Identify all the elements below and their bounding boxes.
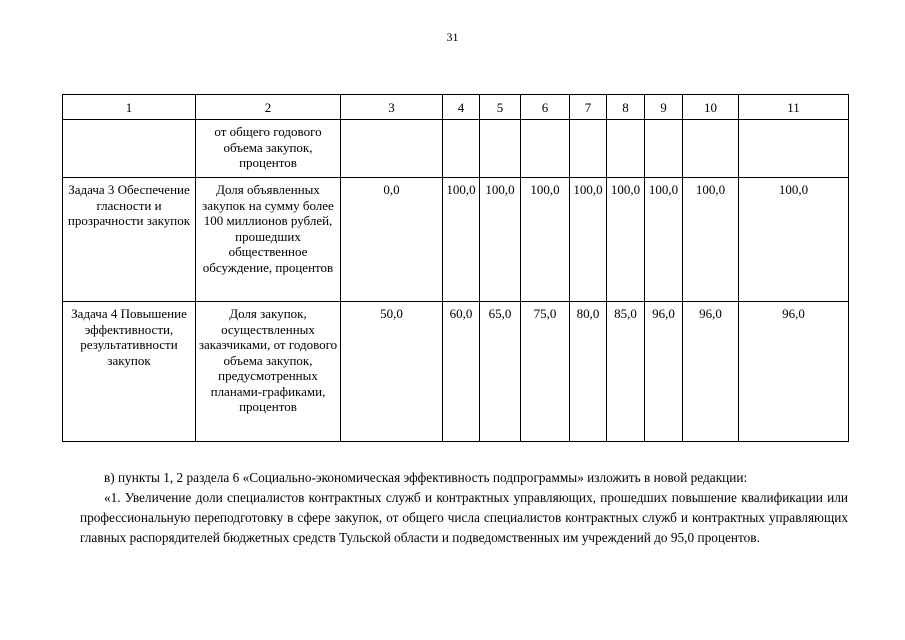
table-cell: Доля закупок, осуществленных заказчиками, от годового объема закупок, предусмотренных планами-графиками, процентов: [196, 302, 341, 442]
table-cell: Доля объявленных закупок на сумму более 100 миллионов рублей, прошедших общественное обсуждение, процентов: [196, 178, 341, 302]
table-cell: [645, 120, 683, 178]
table-cell: 96,0: [683, 302, 739, 442]
table-cell: [341, 120, 443, 178]
table-row: [63, 178, 849, 302]
table-cell: 0,0: [341, 178, 443, 302]
header-cell: 11: [739, 95, 849, 120]
header-cell: 8: [607, 95, 645, 120]
table-cell: 100,0: [570, 178, 607, 302]
paragraph-item-1: [80, 488, 848, 548]
table-cell: [607, 120, 645, 178]
table-cell: [480, 120, 521, 178]
table-cell: [443, 120, 480, 178]
paragraph-amendment-intro: в) пункты 1, 2 раздела 6 «Социально-экономическая эффективность подпрограммы» изложить в новой редакции:: [104, 470, 748, 485]
table-cell: 96,0: [739, 302, 849, 442]
table-cell: [739, 120, 849, 178]
table-row: [63, 302, 849, 442]
table-cell: [521, 120, 570, 178]
table-cell: 100,0: [739, 178, 849, 302]
table-cell: Задача 4 Повышение эффективности, результативности закупок: [63, 302, 196, 442]
table-row: [63, 120, 849, 178]
header-cell: 5: [480, 95, 521, 120]
table-cell: 100,0: [645, 178, 683, 302]
table-cell: 60,0: [443, 302, 480, 442]
indicators-table: [62, 94, 849, 442]
header-cell: 7: [570, 95, 607, 120]
table-cell: 85,0: [607, 302, 645, 442]
table-cell: 100,0: [683, 178, 739, 302]
paragraph-item-1-text: «1. Увеличение доли специалистов контрактных служб и контрактных управляющих, прошедших повышение квалификации или профессиональную переподготовку в сфере закупок, от общего числа специалистов контрактных служб и контрактных управляющих главных распорядителей бюджетных средств Тульской области и подведомственных им учреждений до 95,0 процентов.: [80, 490, 848, 545]
header-cell: 9: [645, 95, 683, 120]
table-cell: [570, 120, 607, 178]
table-cell: 75,0: [521, 302, 570, 442]
page-number: 31: [446, 30, 459, 44]
table-cell: 50,0: [341, 302, 443, 442]
header-cell: 2: [196, 95, 341, 120]
header-cell: 1: [63, 95, 196, 120]
header-cell: 6: [521, 95, 570, 120]
header-cell: 3: [341, 95, 443, 120]
table-cell: [683, 120, 739, 178]
table-cell: 65,0: [480, 302, 521, 442]
table-cell: 100,0: [443, 178, 480, 302]
table-cell: от общего годового объема закупок, процентов: [196, 120, 341, 178]
table-header-row: [63, 95, 849, 120]
table-cell: 96,0: [645, 302, 683, 442]
table-cell: 100,0: [521, 178, 570, 302]
header-cell: 4: [443, 95, 480, 120]
table-cell: Задача 3 Обеспечение гласности и прозрачности закупок: [63, 178, 196, 302]
table-cell: 80,0: [570, 302, 607, 442]
table-cell: [63, 120, 196, 178]
table-cell: 100,0: [607, 178, 645, 302]
header-cell: 10: [683, 95, 739, 120]
table-cell: 100,0: [480, 178, 521, 302]
